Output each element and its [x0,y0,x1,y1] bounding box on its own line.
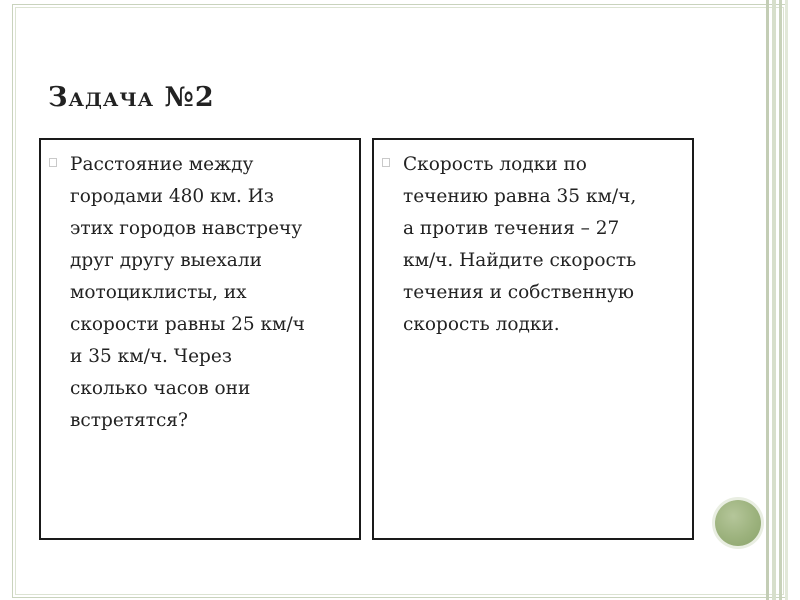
task-box-left [39,138,361,540]
decorative-stripe [785,0,788,600]
task-box-right [372,138,694,540]
task-text-right: Скорость лодки по течению равна 35 км/ч, а против течения – 27 км/ч. Найдите скорость течения и собственную скорость лодки. [403,154,637,335]
decorative-stripe [779,0,782,600]
slide-title: Задача №2 [48,82,215,113]
task-text-left: Расстояние между городами 480 км. Из этих городов навстречу друг другу выехали мотоциклисты, их скорости равны 25 км/ч и 35 км/ч. Через сколько часов они встретятся? [70,154,305,431]
green-circle-decoration [715,500,761,546]
decorative-stripe [772,0,776,600]
decorative-stripe [766,0,769,600]
square-bullet-icon [49,158,57,167]
square-bullet-icon [382,158,390,167]
